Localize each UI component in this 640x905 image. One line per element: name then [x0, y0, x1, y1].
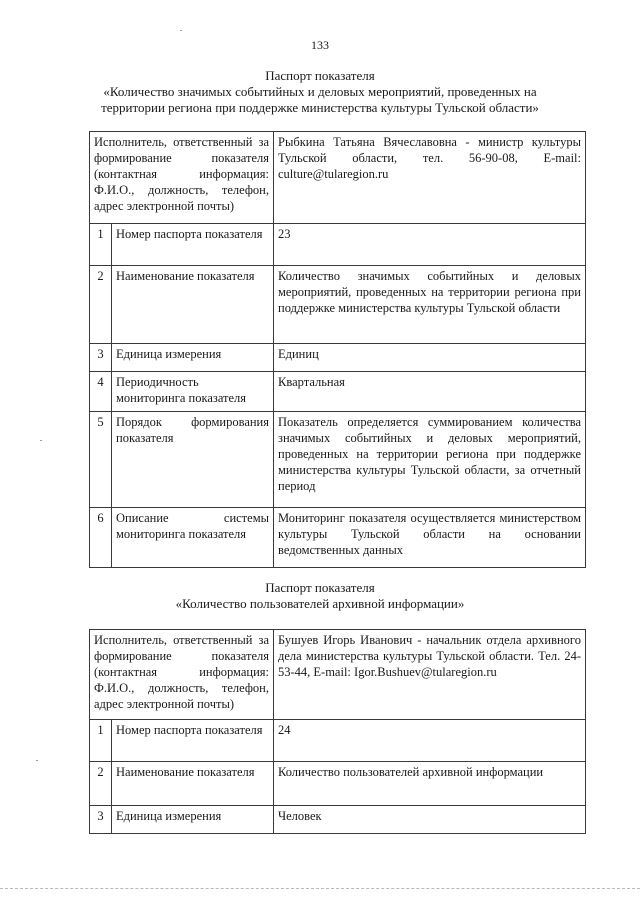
row-label: Наименование показателя: [112, 266, 274, 344]
executor-value: Рыбкина Татьяна Вячеславовна - министр культуры Тульской области, тел. 56-90-08, E-mail: culture@tularegion.ru: [274, 132, 586, 224]
table-row: [90, 762, 586, 806]
row-number: 4: [90, 372, 112, 412]
row-number: 5: [90, 412, 112, 508]
table-row: [90, 132, 586, 224]
row-value: Количество пользователей архивной информации: [274, 762, 586, 806]
scan-edge-line: [0, 888, 640, 889]
row-value: Единиц: [274, 344, 586, 372]
row-number: 3: [90, 344, 112, 372]
row-value: Человек: [274, 806, 586, 834]
row-value: Квартальная: [274, 372, 586, 412]
table-row: [90, 720, 586, 762]
row-label: Периодичность мониторинга показателя: [112, 372, 274, 412]
row-value: Показатель определяется суммированием количества значимых событийных и деловых мероприятий, проведенных на территории региона при поддержке министерства культуры Тульской области, за отчетный период: [274, 412, 586, 508]
row-value: 24: [274, 720, 586, 762]
passport-1-subtitle-line-2: территории региона при поддержке министерства культуры Тульской области»: [101, 100, 539, 115]
passport-2-heading-block: [0, 580, 640, 612]
passport-1-heading-block: [0, 68, 640, 116]
passport-2-heading: Паспорт показателя: [265, 580, 375, 595]
scan-speck: [36, 760, 38, 761]
table-row: [90, 806, 586, 834]
row-label: Единица измерения: [112, 344, 274, 372]
table-row: [90, 630, 586, 720]
row-label: Порядок формирования показателя: [112, 412, 274, 508]
row-number: 1: [90, 224, 112, 266]
row-label: Единица измерения: [112, 806, 274, 834]
row-number: 3: [90, 806, 112, 834]
passport-1-table: [89, 131, 586, 568]
table-row: [90, 372, 586, 412]
row-value: Мониторинг показателя осуществляется министерством культуры Тульской области на основании ведомственных данных: [274, 508, 586, 568]
row-label: Наименование показателя: [112, 762, 274, 806]
row-number: 2: [90, 266, 112, 344]
scan-speck: [40, 440, 42, 441]
scan-speck: [180, 30, 182, 31]
executor-label: Исполнитель, ответственный за формирование показателя (контактная информация: Ф.И.О., должность, телефон, адрес электронной почты): [90, 630, 274, 720]
row-value: 23: [274, 224, 586, 266]
row-value: Количество значимых событийных и деловых мероприятий, проведенных на территории региона при поддержке министерства культуры Тульской области: [274, 266, 586, 344]
table-row: [90, 508, 586, 568]
row-label: Номер паспорта показателя: [112, 224, 274, 266]
row-label: Номер паспорта показателя: [112, 720, 274, 762]
passport-2-subtitle-line-1: «Количество пользователей архивной информации»: [175, 596, 465, 611]
passport-2-table: [89, 629, 586, 834]
passport-1-subtitle-line-1: «Количество значимых событийных и деловых мероприятий, проведенных на: [103, 84, 537, 99]
row-number: 2: [90, 762, 112, 806]
row-number: 1: [90, 720, 112, 762]
passport-1-heading: Паспорт показателя: [265, 68, 375, 83]
table-row: [90, 412, 586, 508]
row-label: Описание системы мониторинга показателя: [112, 508, 274, 568]
executor-value: Бушуев Игорь Иванович - начальник отдела архивного дела министерства культуры Тульской области. Тел. 24-53-44, E-mail: Igor.Bushuev@tularegion.ru: [274, 630, 586, 720]
executor-label: Исполнитель, ответственный за формирование показателя (контактная информация: Ф.И.О., должность, телефон, адрес электронной почты): [90, 132, 274, 224]
table-row: [90, 344, 586, 372]
page-number: 133: [311, 38, 329, 52]
table-row: [90, 266, 586, 344]
row-number: 6: [90, 508, 112, 568]
table-row: [90, 224, 586, 266]
